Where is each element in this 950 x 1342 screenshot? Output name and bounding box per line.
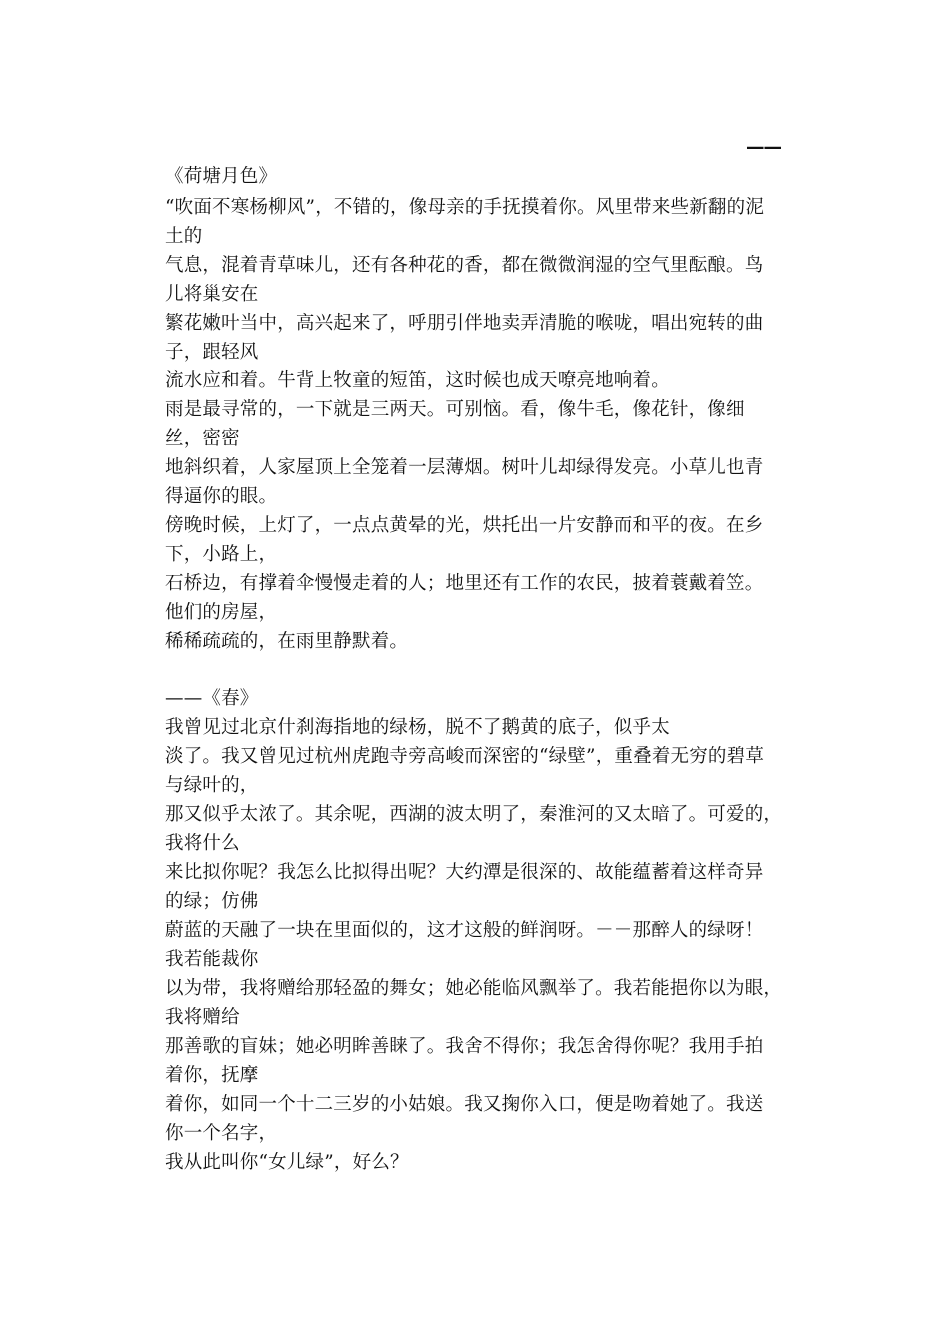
text-line: 气息，混着青草味儿，还有各种花的香，都在微微润湿的空气里酝酿。鸟 [165,255,764,276]
text-line: 繁花嫩叶当中，高兴起来了，呼朋引伴地卖弄清脆的喉咙，唱出宛转的曲 [165,313,764,334]
text-line: 我将赠给 [165,1007,240,1028]
text-line: 与绿叶的， [165,775,259,796]
text-line: 那又似乎太浓了。其余呢，西湖的波太明了，秦淮河的又太暗了。可爱的， [165,804,783,825]
text-line: 土的 [165,226,203,247]
text-line: 的绿；仿佛 [165,891,259,912]
text-line: 稀稀疏疏的，在雨里静默着。 [165,631,409,652]
text-line: 你一个名字， [165,1123,278,1144]
text-line: 地斜织着，人家屋顶上全笼着一层薄烟。树叶儿却绿得发亮。小草儿也青 [165,457,764,478]
text-line: 流水应和着。牛背上牧童的短笛，这时候也成天嘹亮地响着。 [165,370,670,391]
text-line: 我若能裁你 [165,949,259,970]
text-line: 蔚蓝的天融了一块在里面似的，这才这般的鲜润呀。－－那醉人的绿呀！ [165,920,764,941]
text-line: 儿将巢安在 [165,284,259,305]
text-line: 着你，如同一个十二三岁的小姑娘。我又掬你入口，便是吻着她了。我送 [165,1094,764,1115]
text-line: ——《春》 [165,688,259,709]
text-line: 着你，抚摩 [165,1065,259,1086]
text-line: 我从此叫你“女儿绿”，好么？ [165,1152,409,1173]
text-line: 来比拟你呢？我怎么比拟得出呢？大约潭是很深的、故能蕴蓄着这样奇异 [165,862,764,883]
text-line: 以为带，我将赠给那轻盈的舞女；她必能临风飘举了。我若能挹你以为眼， [165,978,783,999]
text-line: 他们的房屋， [165,602,278,623]
text-line: 得逼你的眼。 [165,486,278,507]
text-line: 石桥边，有撑着伞慢慢走着的人；地里还有工作的农民，披着蓑戴着笠。 [165,573,764,594]
attribution-dash: —— [746,137,781,158]
text-line: 傍晚时候，上灯了，一点点黄晕的光，烘托出一片安静而和平的夜。在乡 [165,515,764,536]
text-line: 淡了。我又曾见过杭州虎跑寺旁高峻而深密的“绿壁”，重叠着无穷的碧草 [165,746,765,767]
text-line: 子，跟轻风 [165,342,259,363]
text-line: 雨是最寻常的，一下就是三两天。可别恼。看，像牛毛，像花针，像细 [165,399,745,420]
text-line: 那善歌的盲妹；她必明眸善睐了。我舍不得你；我怎舍得你呢？我用手拍 [165,1036,764,1057]
text-line: “吹面不寒杨柳风”，不错的，像母亲的手抚摸着你。风里带来些新翻的泥 [165,197,765,218]
text-line: 我将什么 [165,833,240,854]
text-line: 我曾见过北京什刹海指地的绿杨，脱不了鹅黄的底子，似乎太 [165,717,670,738]
text-line: 《荷塘月色》 [165,166,278,187]
text-line: 丝，密密 [165,428,240,449]
text-line: 下，小路上， [165,544,278,565]
